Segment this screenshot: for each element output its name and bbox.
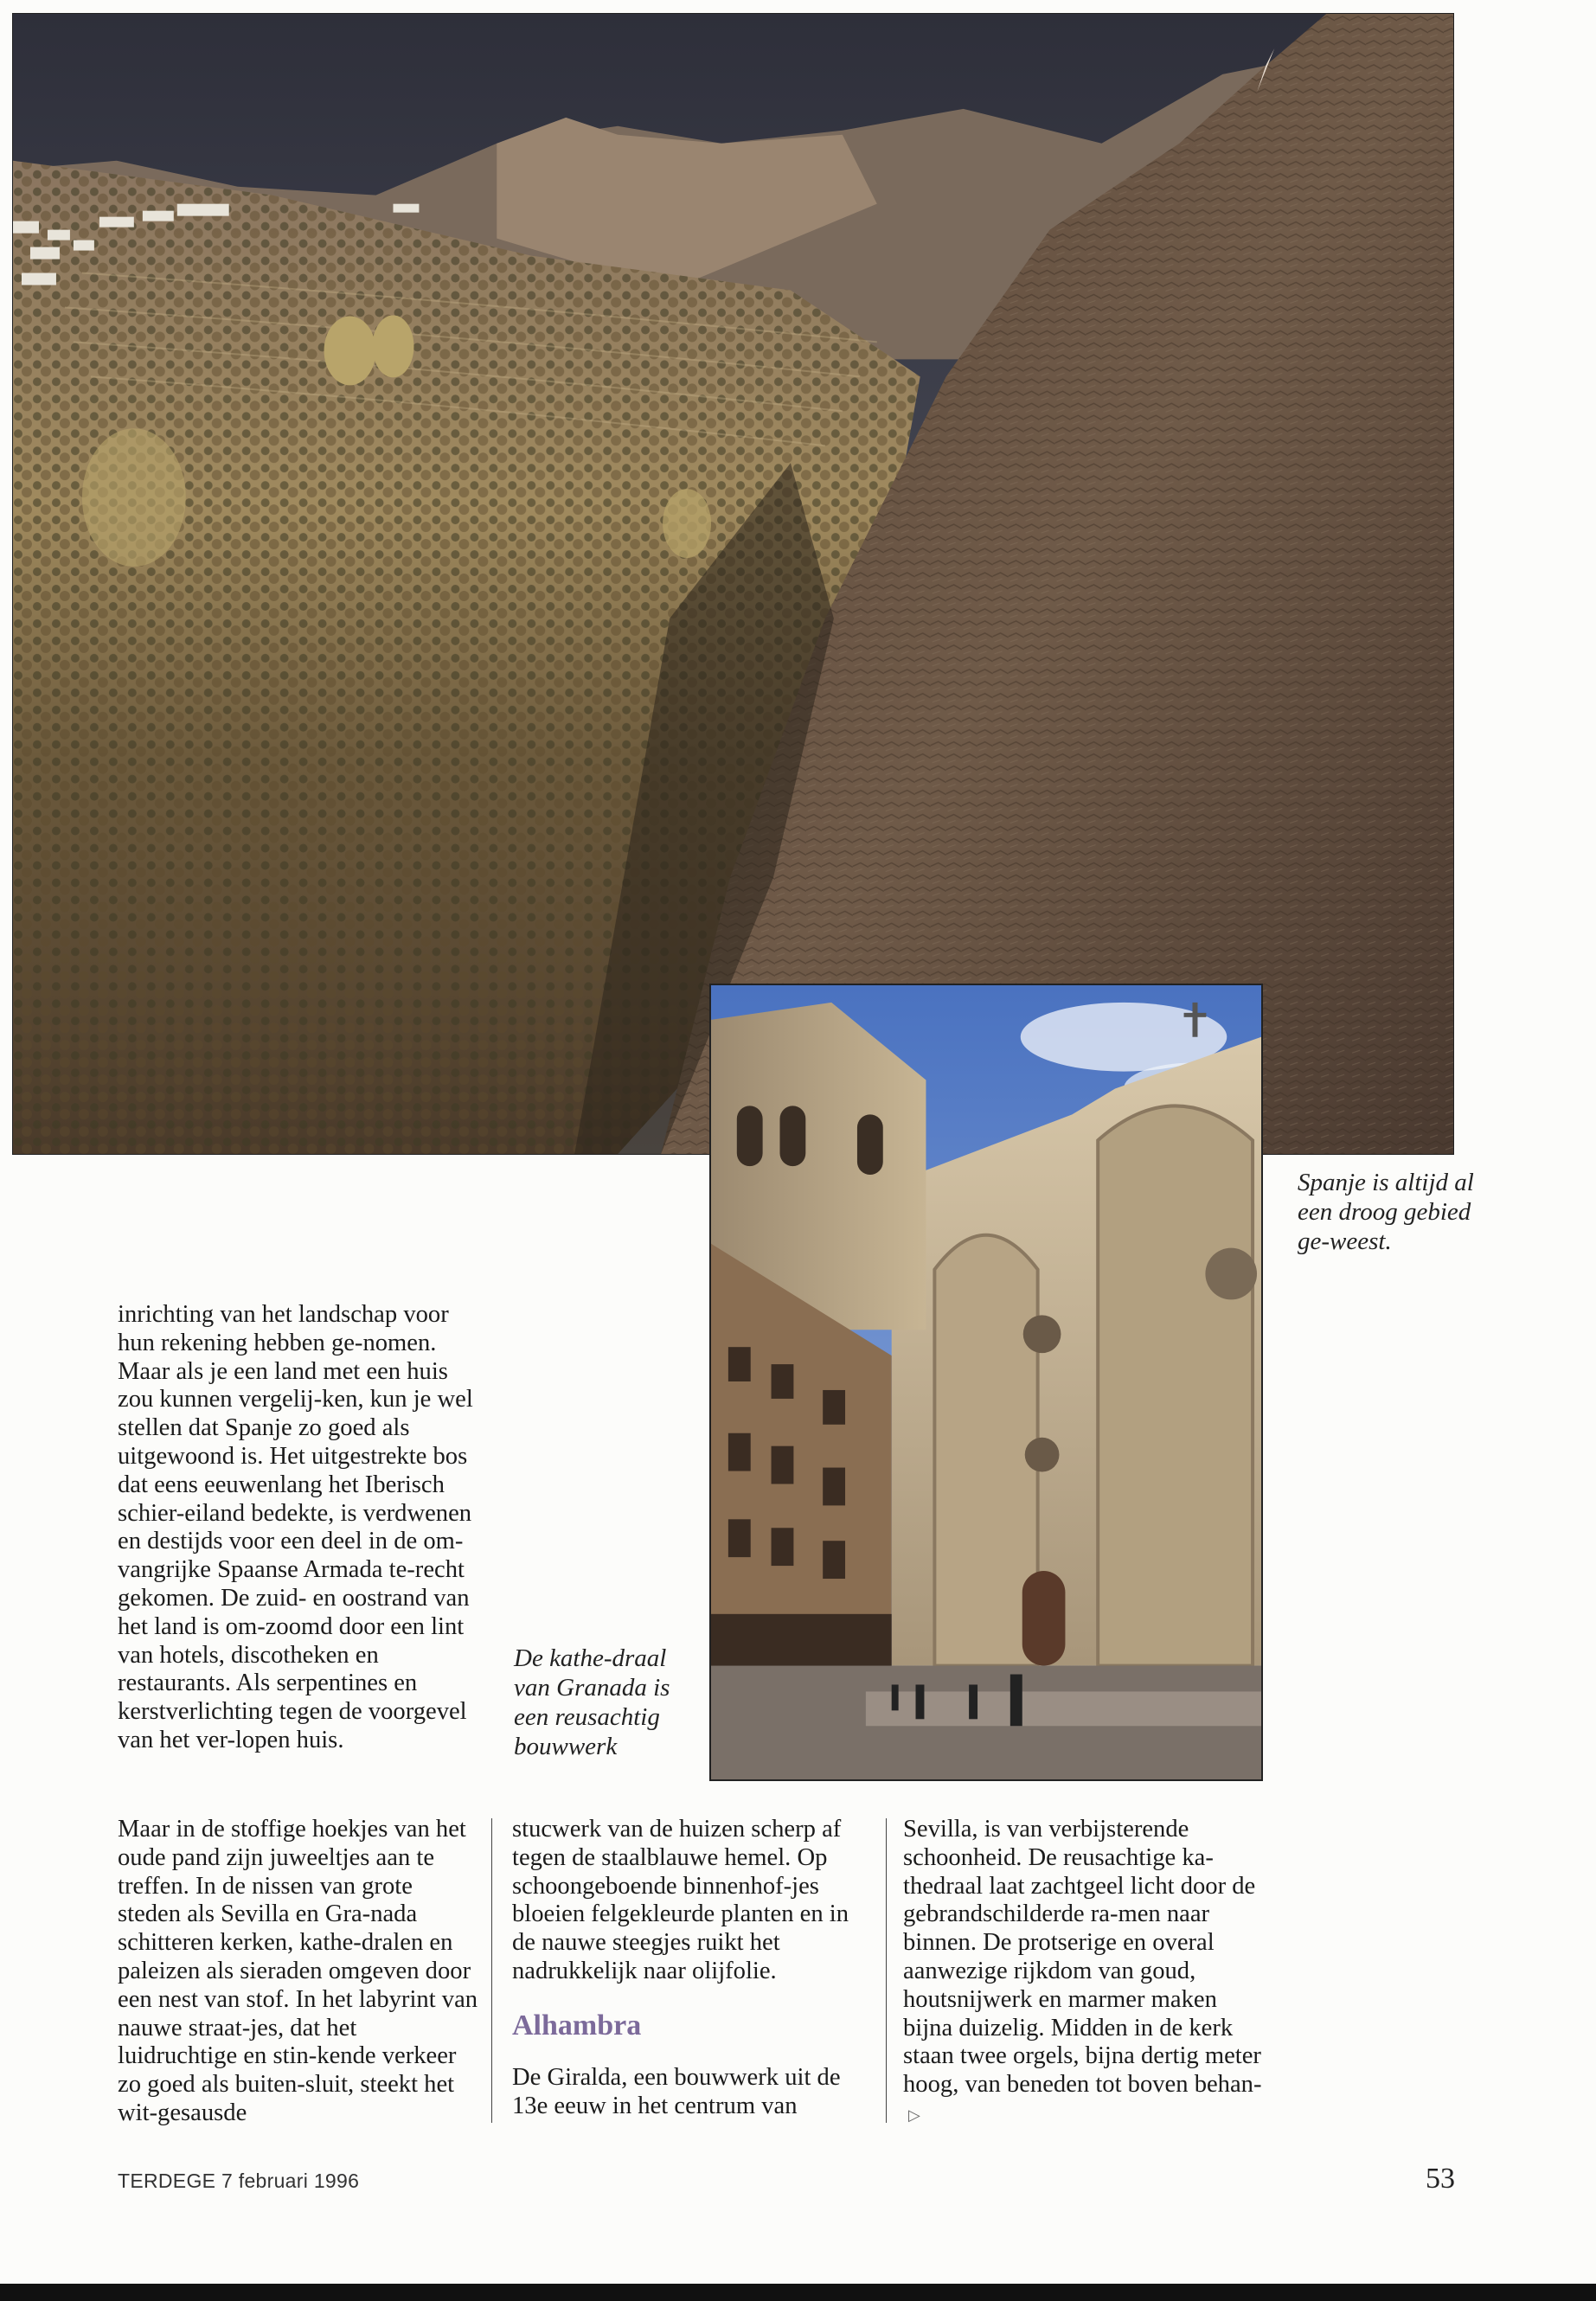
article-column-3 — [903, 1816, 1265, 2131]
section-heading: Alhambra — [512, 2009, 642, 2041]
article-column-1-top — [118, 1301, 479, 1755]
column-divider — [886, 1818, 887, 2123]
article-paragraph — [903, 1816, 1265, 2131]
article-paragraph: Maar in de stoffige hoekjes van het oude pand zijn juweeltjes aan te treffen. In de nissen van grote steden als Sevilla en Gra-nada schitteren kerken, kathe-dralen en paleizen als sieraden omgeven door een nest van stof. In het labyrint van nauwe straat-jes, dat het luidruchtige en stin-kende verkeer zo goed als buiten-sluit, steekt het wit-gesausde — [118, 1816, 478, 2126]
article-paragraph: stucwerk van de huizen scherp af tegen de staalblauwe hemel. Op schoongeboende binnenhof-jes bloeien felgekleurde planten en in de nauwe steegjes ruikt het nadrukkelijk naar olijfolie. — [512, 1816, 849, 1984]
scan-edge — [0, 2284, 1596, 2301]
cathedral-photo — [709, 984, 1263, 1781]
article-text: Sevilla, is van verbijsterende schoonheid. De reusachtige ka-thedraal laat zachtgeel licht door de gebrandschilderde ra-men naar binnen. De protserige en overal aanwezige rijkdom van goud, houtsnijwerk en marmer maken bijna duizelig. Midden in de kerk staan twee orgels, bijna dertig meter hoog, van beneden tot boven behan- — [903, 1816, 1262, 2099]
cathedral-photo-illustration — [711, 985, 1261, 1779]
article-column-2 — [512, 1816, 874, 2120]
article-paragraph: De Giralda, een bouwwerk uit de 13e eeuw in het centrum van — [512, 2063, 841, 2119]
article-column-1-bottom — [118, 1816, 479, 2128]
caption-spain: Spanje is altijd al een droog gebied ge-weest. — [1298, 1169, 1474, 1255]
caption-granada: De kathe-draal van Granada is een reusachtig bouwwerk — [514, 1644, 670, 1760]
continue-arrow-icon: ▷ — [908, 2106, 920, 2125]
page-number: 53 — [1426, 2163, 1455, 2195]
publication-footer: TERDEGE 7 februari 1996 — [118, 2170, 360, 2192]
article-paragraph: inrichting van het landschap voor hun rekening hebben ge-nomen. Maar als je een land met een huis zou kunnen vergelij-ken, kun je wel stellen dat Spanje zo goed als uitgewoond is. Het uitgestrekte bos dat eens eeuwenlang het Iberisch schier-eiland bedekte, is verdwenen en destijds voor een deel in de om-vangrijke Spaanse Armada te-recht gekomen. De zuid- en oostrand van het land is om-zoomd door een lint van hotels, discotheken en restaurants. Als serpentines en kerstverlichting tegen de voorgevel van het ver-lopen huis. — [118, 1301, 473, 1753]
column-divider — [491, 1818, 492, 2123]
